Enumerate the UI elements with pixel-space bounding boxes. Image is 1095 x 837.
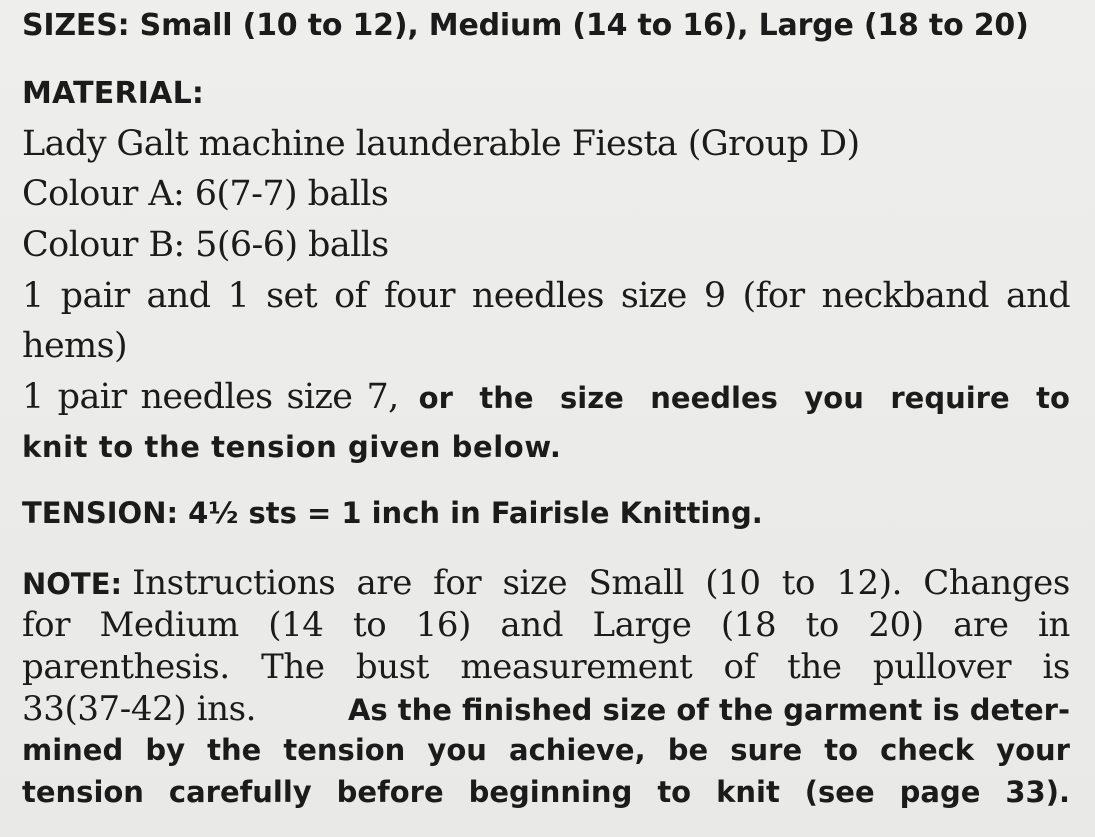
needles-line-2-bold [419,381,1070,415]
word: four [383,276,455,316]
note-line-2 [22,605,1070,645]
sizes-line [22,8,1029,43]
word: pair [60,276,130,316]
word: (18 [720,605,777,645]
word: (for [742,276,805,316]
word: 16) [415,605,472,645]
word: Instructions [132,563,336,603]
word: knit [716,775,780,809]
word: Small [588,563,685,603]
material-needles-line-1-cont: hems) [22,326,128,366]
word: (see [804,775,875,809]
material-needles-line-1 [22,276,1070,316]
word: 33). [1005,775,1070,809]
word: (14 [268,605,324,645]
word: to [781,563,816,603]
word: for [433,563,482,603]
word: 1 [22,377,44,417]
word: measurement [460,647,693,687]
note-line-6 [22,775,1070,809]
material-colour-a-line: Colour A: 6(7-7) balls [22,174,389,214]
word: achieve, [509,733,646,767]
word: before [336,775,444,809]
word: and [500,605,564,645]
word: your [996,733,1070,767]
word: 12). [836,563,903,603]
word: page [899,775,981,809]
word: pullover [872,647,1012,687]
word: tension [22,775,144,809]
word: be [667,733,709,767]
word: needles [140,377,273,417]
word: neckband [821,276,989,316]
word: 1 [22,276,44,316]
word: size [502,563,568,603]
word: are [953,605,1009,645]
word: tension [283,733,406,767]
word: parenthesis. [22,647,230,687]
word: to [352,605,387,645]
word: needles [471,276,604,316]
word: or [418,381,453,415]
material-colour-b-line: Colour B: 5(6-6) balls [22,225,389,265]
word: and [146,276,211,316]
word: require [890,381,1010,415]
material-yarn-line: Lady Galt machine launderable Fiesta (Group D) [22,124,860,164]
material-heading: MATERIAL: [22,76,205,111]
word: needles [650,381,778,415]
word: pair [57,377,127,417]
word: and [1005,276,1070,316]
word: 1 [227,276,250,316]
word: 7, [366,377,399,417]
word: to [657,775,692,809]
note-line-4 [22,689,1070,729]
sizes-text: Small (10 to 12), Medium (14 to 16), Large (18 to 20) [139,8,1029,43]
word: set [266,276,318,316]
word: are [356,563,412,603]
tension-label: TENSION: [22,496,179,530]
word: size [286,377,353,417]
word: Medium [99,605,239,645]
word: 20) [868,605,924,645]
word: the [787,647,842,687]
word: (10 [705,563,761,603]
word: is [1042,647,1070,687]
word: of [723,647,756,687]
note-line-5 [22,733,1070,767]
note-label: NOTE: [22,567,123,601]
word: size [560,381,624,415]
word: to [1036,381,1070,415]
word: The [261,647,325,687]
word: in [1037,605,1070,645]
word: the [479,381,534,415]
note-line-1-text [132,563,1070,603]
word: by [145,733,185,767]
word: to [824,733,859,767]
word: sure [730,733,803,767]
word: beginning [468,775,633,809]
word: 9 [703,276,726,316]
word: the [207,733,262,767]
word: Changes [923,563,1070,603]
tension-text: 4½ sts = 1 inch in Fairisle Knitting. [188,496,763,530]
note-line-4-bold: As the finished size of the garment is deter- [347,693,1070,727]
word: of [334,276,367,316]
word: mined [22,733,124,767]
note-line-4-plain: 33(37-42) ins. [22,689,257,729]
sizes-label: SIZES: [22,8,130,43]
word: check [880,733,975,767]
word: Large [592,605,692,645]
note-line-3 [22,647,1070,687]
tension-line [22,496,763,530]
material-needles-line-3: knit to the tension given below. [22,430,562,464]
word: carefully [168,775,312,809]
word: to [805,605,839,645]
word: size [620,276,687,316]
word: for [22,605,71,645]
word: you [427,733,487,767]
material-needles-line-2 [22,377,1070,417]
needles-line-2-plain [22,377,399,417]
word: bust [355,647,430,687]
word: you [804,381,864,415]
note-line-1 [22,563,1070,603]
